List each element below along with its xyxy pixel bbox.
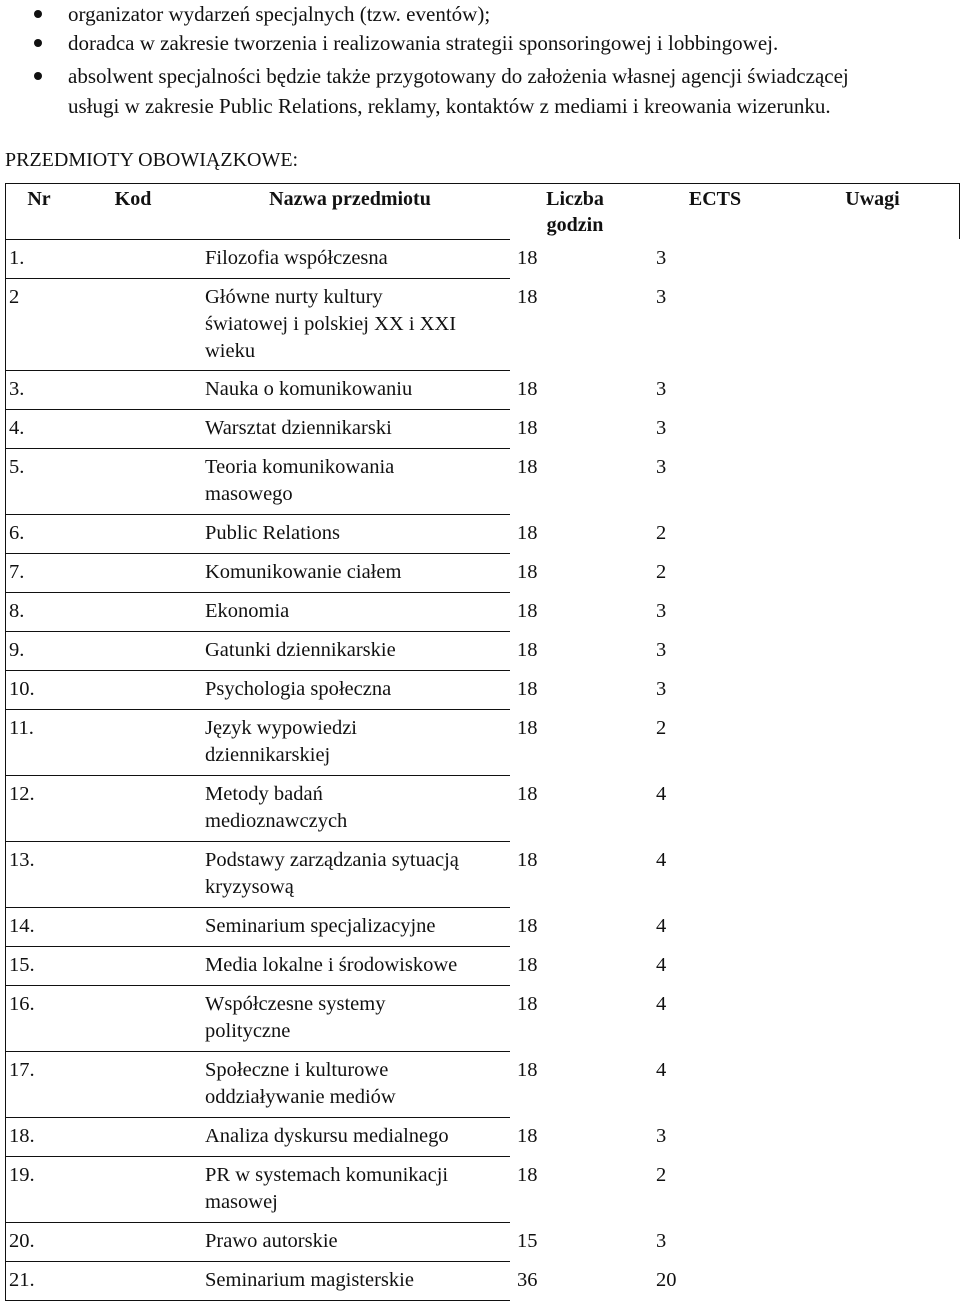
subject-name-line: Metody badań <box>205 783 323 805</box>
subject-name-line: wieku <box>205 340 256 362</box>
table-rule <box>5 907 510 908</box>
row-number: 9. <box>9 639 25 661</box>
row-number: 12. <box>9 783 35 805</box>
subject-name <box>205 520 505 547</box>
ects-value: 3 <box>656 286 667 308</box>
subject-name-line: Seminarium magisterskie <box>205 1269 414 1291</box>
table-row <box>5 946 960 985</box>
ects-value: 2 <box>656 561 667 583</box>
subject-name-line: Podstawy zarządzania sytuacją <box>205 849 459 871</box>
subject-name <box>205 1057 505 1111</box>
hours-value: 18 <box>517 561 538 583</box>
table-row <box>5 1261 960 1300</box>
table-row <box>5 631 960 670</box>
row-number: 11. <box>9 717 34 739</box>
hours-value: 18 <box>517 954 538 976</box>
hours-value: 18 <box>517 783 538 805</box>
subject-name-line: polityczne <box>205 1020 291 1042</box>
subject-name <box>205 913 505 940</box>
table-rule <box>5 775 510 776</box>
ects-value: 3 <box>656 678 667 700</box>
table-rule <box>5 1051 510 1052</box>
table-row <box>5 514 960 553</box>
row-number: 14. <box>9 915 35 937</box>
row-number: 19. <box>9 1164 35 1186</box>
bullet-item: organizator wydarzeń specjalnych (tzw. eventów); <box>68 0 490 29</box>
subject-name <box>205 847 505 901</box>
header-nazwa: Nazwa przedmiotu <box>269 188 431 210</box>
hours-value: 18 <box>517 600 538 622</box>
subject-name-line: Gatunki dziennikarskie <box>205 639 396 661</box>
row-number: 17. <box>9 1059 35 1081</box>
row-number: 5. <box>9 456 25 478</box>
ects-value: 3 <box>656 378 667 400</box>
row-number: 2 <box>9 286 20 308</box>
subject-name <box>205 376 505 403</box>
row-number: 8. <box>9 600 25 622</box>
table-rule <box>5 183 6 1300</box>
hours-value: 18 <box>517 378 538 400</box>
header-ects: ECTS <box>688 188 742 210</box>
hours-value: 18 <box>517 639 538 661</box>
subject-name <box>205 454 505 508</box>
subject-name <box>205 952 505 979</box>
hours-value: 18 <box>517 849 538 871</box>
row-number: 6. <box>9 522 25 544</box>
subject-name-line: Ekonomia <box>205 600 290 622</box>
table-rule <box>5 1222 510 1223</box>
header-liczba-godzin <box>510 186 640 238</box>
ects-value: 2 <box>656 717 667 739</box>
hours-value: 18 <box>517 1164 538 1186</box>
subject-name-line: Prawo autorskie <box>205 1230 338 1252</box>
table-row <box>5 1051 960 1117</box>
table-row <box>5 553 960 592</box>
table-rule <box>5 592 510 593</box>
row-number: 1. <box>9 247 25 269</box>
ects-value: 4 <box>656 783 667 805</box>
row-number: 7. <box>9 561 25 583</box>
subject-name-line: Psychologia społeczna <box>205 678 392 700</box>
row-number: 16. <box>9 993 35 1015</box>
table-rule <box>5 1261 510 1262</box>
subject-name <box>205 284 505 365</box>
row-number: 21. <box>9 1269 35 1291</box>
row-number: 13. <box>9 849 35 871</box>
row-number: 15. <box>9 954 35 976</box>
subject-name-line: Teoria komunikowania <box>205 456 395 478</box>
ects-value: 20 <box>656 1269 677 1291</box>
table-row <box>5 592 960 631</box>
bullet-item: doradca w zakresie tworzenia i realizowania strategii sponsoringowej i lobbingowej. <box>68 29 778 58</box>
subject-name <box>205 1162 505 1216</box>
table-row <box>5 775 960 841</box>
table-rule <box>5 946 510 947</box>
subject-name-line: Główne nurty kultury <box>205 286 383 308</box>
subject-name-line: Public Relations <box>205 522 340 544</box>
header-liczba-line2: godzin <box>546 214 604 236</box>
subject-name <box>205 245 505 272</box>
table-rule <box>5 553 510 554</box>
hours-value: 18 <box>517 522 538 544</box>
header-uwagi: Uwagi <box>845 188 900 210</box>
subject-name <box>205 559 505 586</box>
table-rule <box>5 409 510 410</box>
subject-name-line: Seminarium specjalizacyjne <box>205 915 436 937</box>
table-rule <box>5 1117 510 1118</box>
subject-name <box>205 637 505 664</box>
subject-name <box>205 415 505 442</box>
subject-name <box>205 1228 505 1255</box>
ects-value: 3 <box>656 1125 667 1147</box>
subject-name-line: Media lokalne i środowiskowe <box>205 954 458 976</box>
ects-value: 3 <box>656 1230 667 1252</box>
subject-name-line: Język wypowiedzi <box>205 717 357 739</box>
bullet-item-continuation: usługi w zakresie Public Relations, reklamy, kontaktów z mediami i kreowania wizerunku. <box>68 94 831 118</box>
table-rule <box>5 985 510 986</box>
section-heading: PRZEDMIOTY OBOWIĄZKOWE: <box>5 149 299 171</box>
subject-name-line: Filozofia współczesna <box>205 247 388 269</box>
subject-name-line: Warsztat dziennikarski <box>205 417 392 439</box>
ects-value: 4 <box>656 1059 667 1081</box>
ects-value: 4 <box>656 954 667 976</box>
table-rule <box>5 1300 510 1301</box>
hours-value: 36 <box>517 1269 538 1291</box>
table-row <box>5 278 960 370</box>
hours-value: 18 <box>517 1125 538 1147</box>
table-row <box>5 1222 960 1261</box>
subject-name-line: światowej i polskiej XX i XXI <box>205 313 457 335</box>
subject-name-line: Komunikowanie ciałem <box>205 561 402 583</box>
hours-value: 18 <box>517 678 538 700</box>
bullet-item: absolwent specjalności będzie także przygotowany do założenia własnej agencji świadczącej <box>68 62 849 91</box>
row-number: 3. <box>9 378 25 400</box>
subject-name-line: Współczesne systemy <box>205 993 386 1015</box>
ects-value: 4 <box>656 915 667 937</box>
table-rule <box>5 183 960 184</box>
table-row <box>5 907 960 946</box>
subject-name <box>205 598 505 625</box>
subject-name-line: kryzysową <box>205 876 294 898</box>
table-rule <box>5 841 510 842</box>
table-row <box>5 841 960 907</box>
table-row <box>5 409 960 448</box>
table-rule <box>5 278 510 279</box>
subject-name-line: dziennikarskiej <box>205 744 331 766</box>
subjects-table <box>5 183 960 1301</box>
table-rule <box>5 631 510 632</box>
row-number: 10. <box>9 678 35 700</box>
ects-value: 2 <box>656 522 667 544</box>
header-kod: Kod <box>114 188 152 210</box>
ects-value: 3 <box>656 600 667 622</box>
ects-value: 3 <box>656 417 667 439</box>
subject-name <box>205 781 505 835</box>
subject-name-line: oddziaływanie mediów <box>205 1086 396 1108</box>
table-rule <box>5 239 510 240</box>
subject-name-line: Społeczne i kulturowe <box>205 1059 389 1081</box>
subject-name-line: medioznawczych <box>205 810 348 832</box>
table-row <box>5 370 960 409</box>
table-rule <box>5 709 510 710</box>
subject-name-line: Analiza dyskursu medialnego <box>205 1125 449 1147</box>
header-nr: Nr <box>27 188 51 210</box>
table-row <box>5 709 960 775</box>
subject-name-line: masowego <box>205 483 293 505</box>
subject-name-line: Nauka o komunikowaniu <box>205 378 413 400</box>
row-number: 4. <box>9 417 25 439</box>
subject-name-line: PR w systemach komunikacji <box>205 1164 449 1186</box>
table-rule <box>5 370 510 371</box>
table-rule <box>5 1156 510 1157</box>
table-row <box>5 670 960 709</box>
table-row <box>5 1117 960 1156</box>
subject-name <box>205 715 505 769</box>
subject-name <box>205 1123 505 1150</box>
table-row <box>5 985 960 1051</box>
table-row <box>5 448 960 514</box>
hours-value: 18 <box>517 717 538 739</box>
row-number: 20. <box>9 1230 35 1252</box>
ects-value: 3 <box>656 247 667 269</box>
hours-value: 18 <box>517 417 538 439</box>
table-row <box>5 1156 960 1222</box>
hours-value: 18 <box>517 247 538 269</box>
ects-value: 4 <box>656 993 667 1015</box>
ects-value: 3 <box>656 456 667 478</box>
table-rule <box>5 448 510 449</box>
hours-value: 18 <box>517 993 538 1015</box>
ects-value: 2 <box>656 1164 667 1186</box>
subject-name <box>205 991 505 1045</box>
subject-name <box>205 676 505 703</box>
ects-value: 3 <box>656 639 667 661</box>
table-row <box>5 239 960 278</box>
hours-value: 15 <box>517 1230 538 1252</box>
header-liczba-line1: Liczba <box>546 188 604 210</box>
row-number: 18. <box>9 1125 35 1147</box>
table-rule <box>5 670 510 671</box>
hours-value: 18 <box>517 456 538 478</box>
ects-value: 4 <box>656 849 667 871</box>
subject-name <box>205 1267 505 1294</box>
hours-value: 18 <box>517 286 538 308</box>
subject-name-line: masowej <box>205 1191 278 1213</box>
hours-value: 18 <box>517 915 538 937</box>
table-rule <box>5 514 510 515</box>
hours-value: 18 <box>517 1059 538 1081</box>
